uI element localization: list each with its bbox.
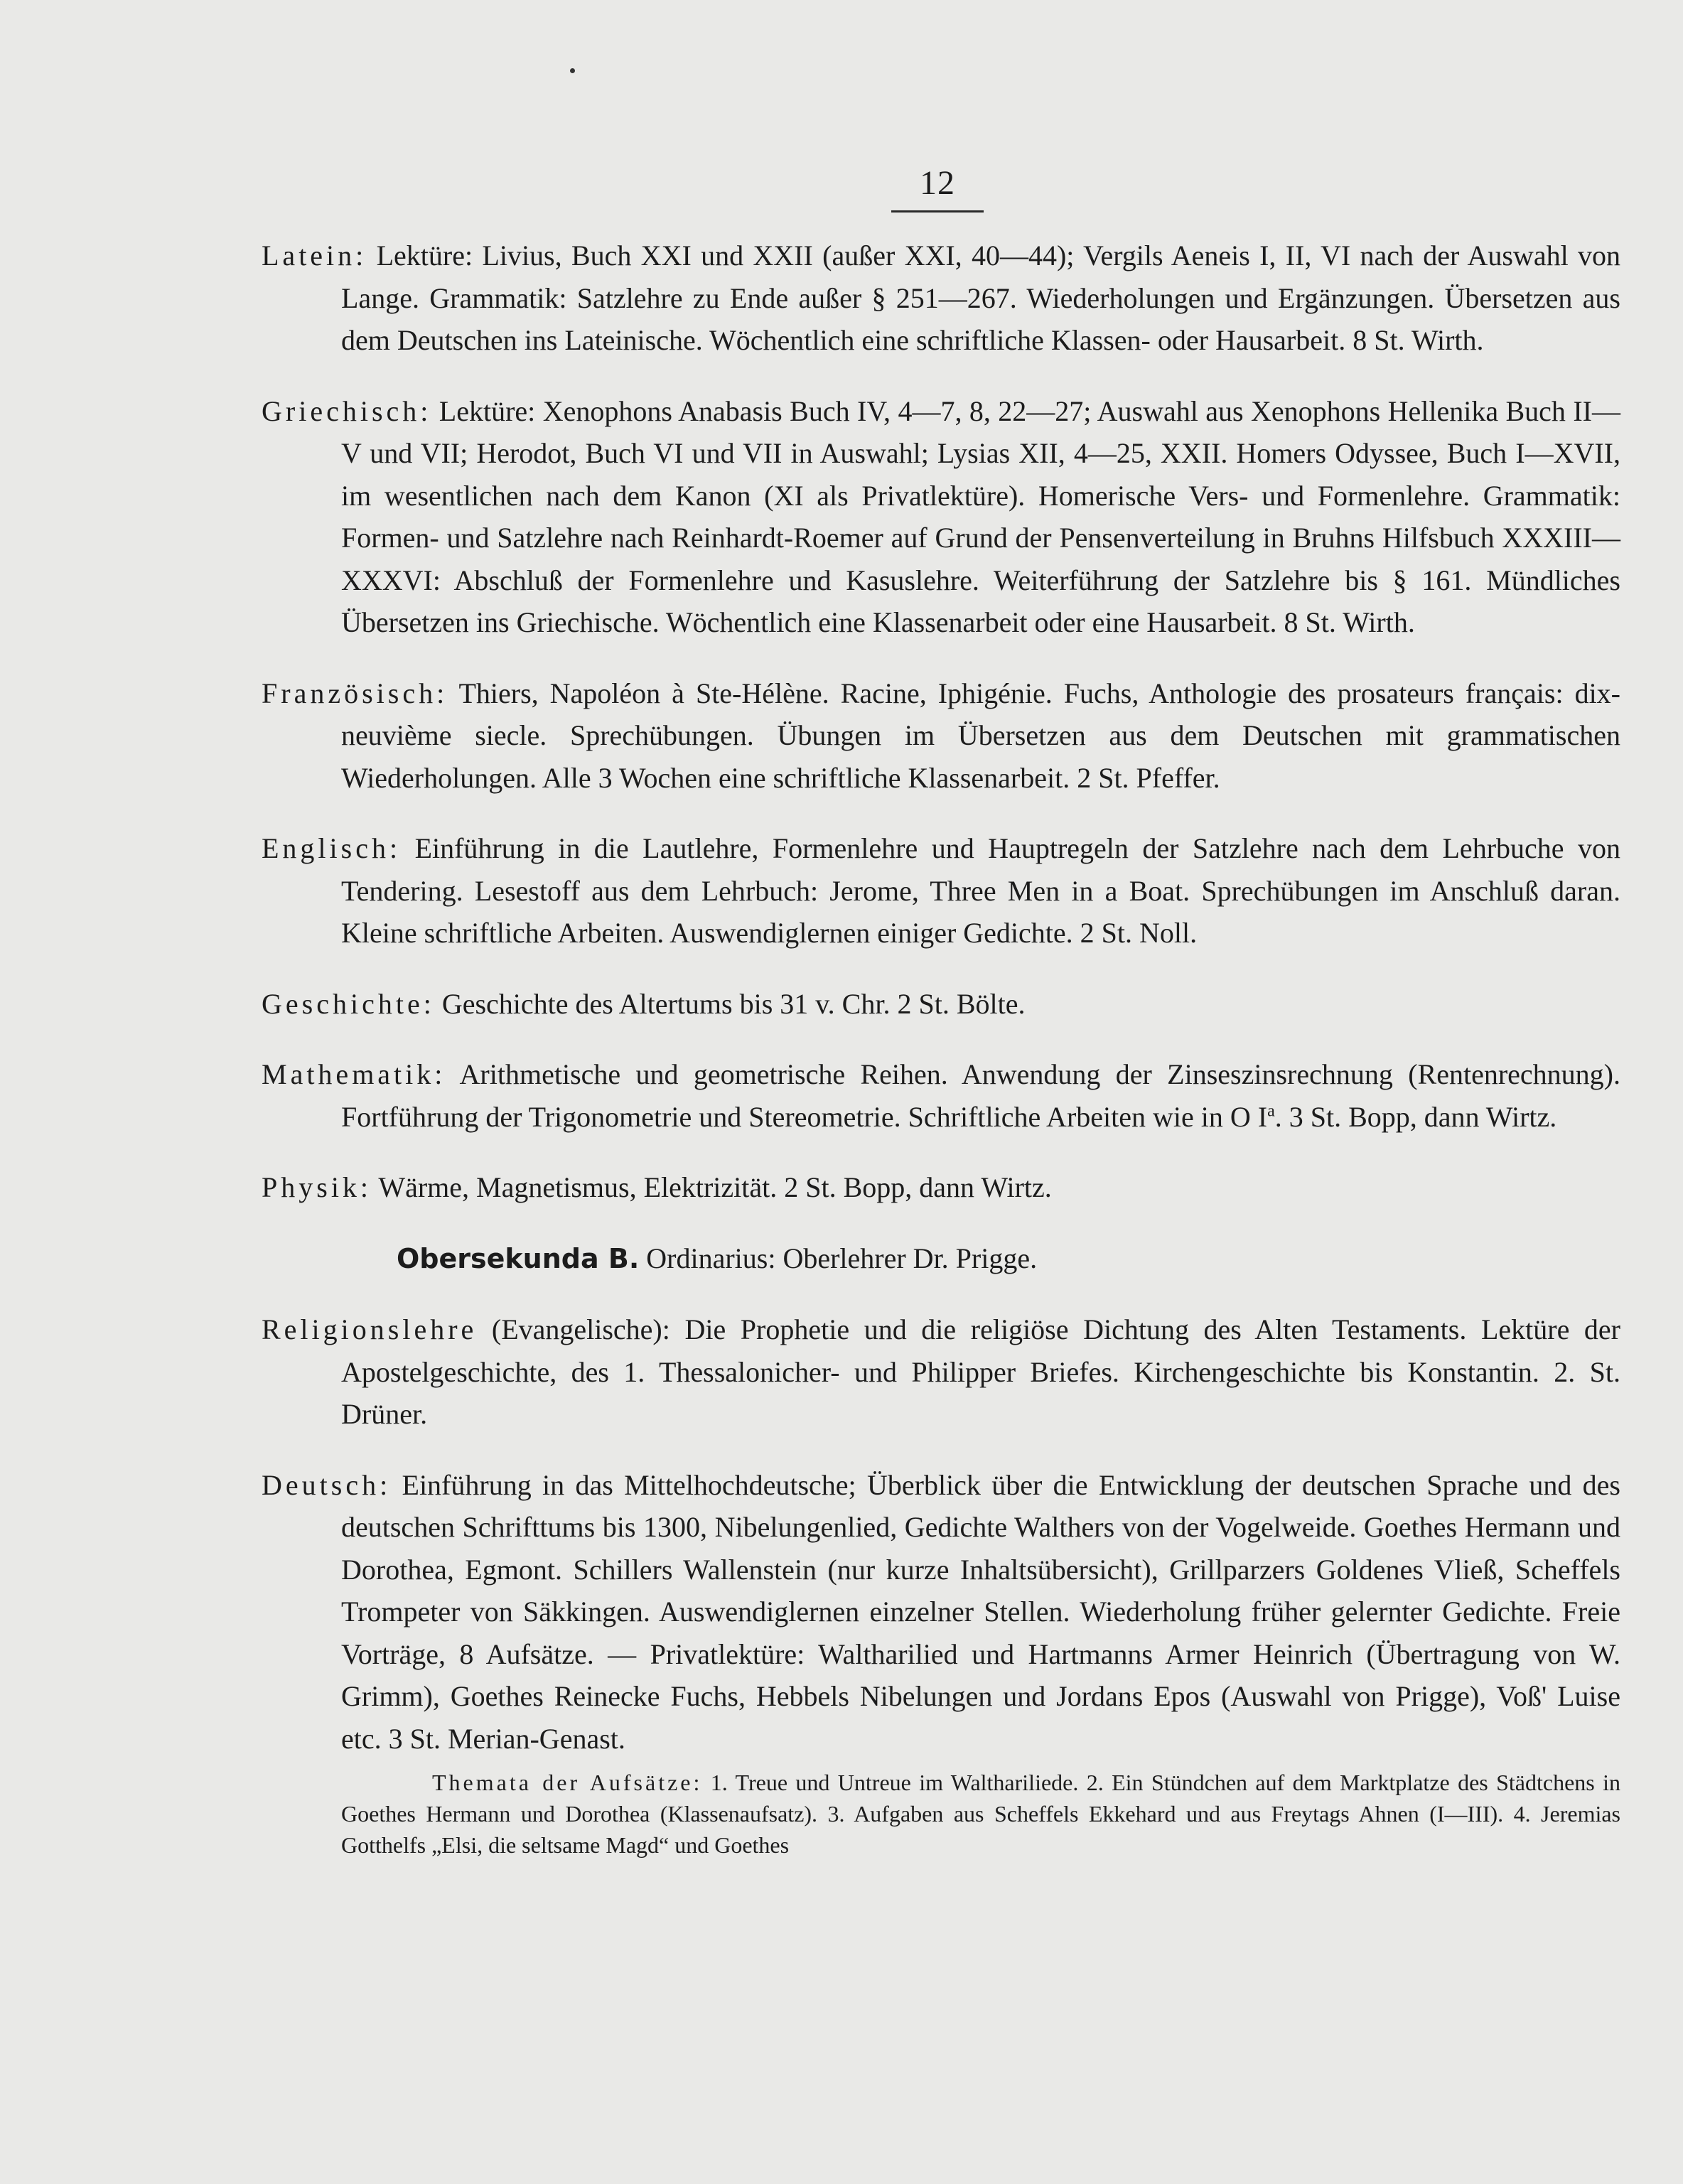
subject-label: Geschichte: xyxy=(262,987,435,1020)
ink-speck xyxy=(570,68,575,73)
subject-text: Einführung in die Lautlehre, Formenlehre und Hauptregeln der Satzlehre nach dem Lehrbuche von Tendering. Lesestoff aus dem Lehrbuch: Jerome, Three Men in a Boat. Sprechübungen im Anschluß daran. Kleine schriftliche Arbeiten. Auswendiglernen einiger Gedichte. 2 St. Noll. xyxy=(341,832,1620,949)
page-number-rule xyxy=(891,210,984,213)
subject-label: Englisch: xyxy=(262,832,402,864)
subject-text: (Evangelische): Die Prophetie und die religiöse Dichtung des Alten Testaments. Lektüre der Apostelgeschichte, des 1. Thessalonicher- und Philipper Briefes. Kirchengeschichte bis Konstantin. 2. St. Drüner. xyxy=(341,1313,1620,1430)
subject-physik xyxy=(262,1166,1620,1209)
themata-label: Themata der Aufsätze: xyxy=(432,1770,703,1795)
page-number: 12 xyxy=(920,164,955,202)
subject-text: Einführung in das Mittelhochdeutsche; Überblick über die Entwicklung der deutschen Sprache und des deutschen Schrifttums bis 1300, Nibelungenlied, Gedichte Walthers von der Vogelweide. Goethes Hermann und Dorothea, Egmont. Schillers Wallenstein (nur kurze Inhaltsübersicht), Grillparzers Goldenes Vließ, Scheffels Trompeter von Säkkingen. Auswendiglernen einzelner Stellen. Wiederholung früher gelernter Gedichte. Freie Vorträge, 8 Aufsätze. — Privatlektüre: Waltharilied und Hartmanns Armer Heinrich (Übertragung von W. Grimm), Goethes Reinecke Fuchs, Hebbels Nibelungen und Jordans Epos (Auswahl von Prigge), Voß' Luise etc. 3 St. Merian-Genast. xyxy=(341,1468,1620,1755)
class-ordinarius: Ordinarius: Oberlehrer Dr. Prigge. xyxy=(639,1242,1038,1274)
subject-latein xyxy=(262,235,1620,362)
subject-geschichte xyxy=(262,983,1620,1026)
themata-footnote xyxy=(262,1767,1620,1861)
subject-label: Latein: xyxy=(262,240,367,271)
class-title: Obersekunda B. xyxy=(397,1242,640,1274)
subject-text: Wärme, Magnetismus, Elektrizität. 2 St. Bopp, dann Wirtz. xyxy=(372,1171,1052,1203)
subject-label: Griechisch: xyxy=(262,394,432,427)
subject-label: Mathematik: xyxy=(262,1058,446,1090)
superscript: a xyxy=(1267,1102,1275,1121)
subject-text: Lektüre: Livius, Buch XXI und XXII (außer XXI, 40—44); Vergils Aeneis I, II, VI nach der Auswahl von Lange. Grammatik: Satzlehre zu Ende außer § 251—267. Wiederholungen und Ergänzungen. Übersetzen aus dem Deutschen ins Lateinische. Wöchentlich eine schriftliche Klassen- oder Hausarbeit. 8 St. Wirth. xyxy=(341,240,1620,356)
subject-text: Thiers, Napoléon à Ste-Hélène. Racine, Iphigénie. Fuchs, Anthologie des prosateurs français: dix-neuvième siecle. Sprechübungen. Übungen im Übersetzen aus dem Deutschen mit grammatischen Wiederholungen. Alle 3 Wochen eine schriftliche Klassenarbeit. 2 St. Pfeffer. xyxy=(341,677,1620,794)
subject-label: Religionslehre xyxy=(262,1313,478,1345)
themata-text: 1. Treue und Untreue im Walthariliede. 2. Ein Stündchen auf dem Marktplatze des Städtchens in Goethes Hermann und Dorothea (Klassenaufsatz). 3. Aufgaben aus Scheffels Ekkehard und aus Freytags Ahnen (I—III). 4. Jeremias Gotthelfs „Elsi, die seltsame Magd“ und Goethes xyxy=(341,1770,1621,1858)
subject-englisch xyxy=(262,827,1620,954)
subject-franzoesisch xyxy=(262,672,1620,800)
subject-deutsch xyxy=(262,1464,1620,1760)
subject-label: Deutsch: xyxy=(262,1468,392,1501)
class-heading xyxy=(262,1237,1620,1281)
subject-label: Physik: xyxy=(262,1171,372,1203)
subject-religionslehre xyxy=(262,1308,1620,1436)
subject-label: Französisch: xyxy=(262,677,448,709)
body-text xyxy=(262,235,1620,1883)
subject-text: Arithmetische und geometrische Reihen. Anwendung der Zinseszinsrechnung (Rentenrechnung). Fortführung der Trigonometrie und Stereometrie. Schriftliche Arbeiten wie in O I xyxy=(341,1058,1620,1133)
subject-text-end: . 3 St. Bopp, dann Wirtz. xyxy=(1274,1100,1557,1133)
subject-mathematik xyxy=(262,1053,1620,1138)
subject-griechisch xyxy=(262,390,1620,644)
subject-text: Geschichte des Altertums bis 31 v. Chr. 2 St. Bölte. xyxy=(434,987,1026,1020)
subject-text: Lektüre: Xenophons Anabasis Buch IV, 4—7, 8, 22—27; Auswahl aus Xenophons Hellenika Buch II—V und VII; Herodot, Buch VI und VII in Auswahl; Lysias XII, 4—25, XXII. Homers Odyssee, Buch I—XVII, im wesentlichen nach dem Kanon (XI als Privatlektüre). Homerische Vers- und Formenlehre. Grammatik: Formen- und Satzlehre nach Reinhardt-Roemer auf Grund der Pensenverteilung in Bruhns Hilfsbuch XXXIII—XXXVI: Abschluß der Formenlehre und Kasuslehre. Weiterführung der Satzlehre bis § 161. Mündliches Übersetzen ins Griechische. Wöchentlich eine Klassenarbeit oder eine Hausarbeit. 8 St. Wirth. xyxy=(341,394,1620,638)
